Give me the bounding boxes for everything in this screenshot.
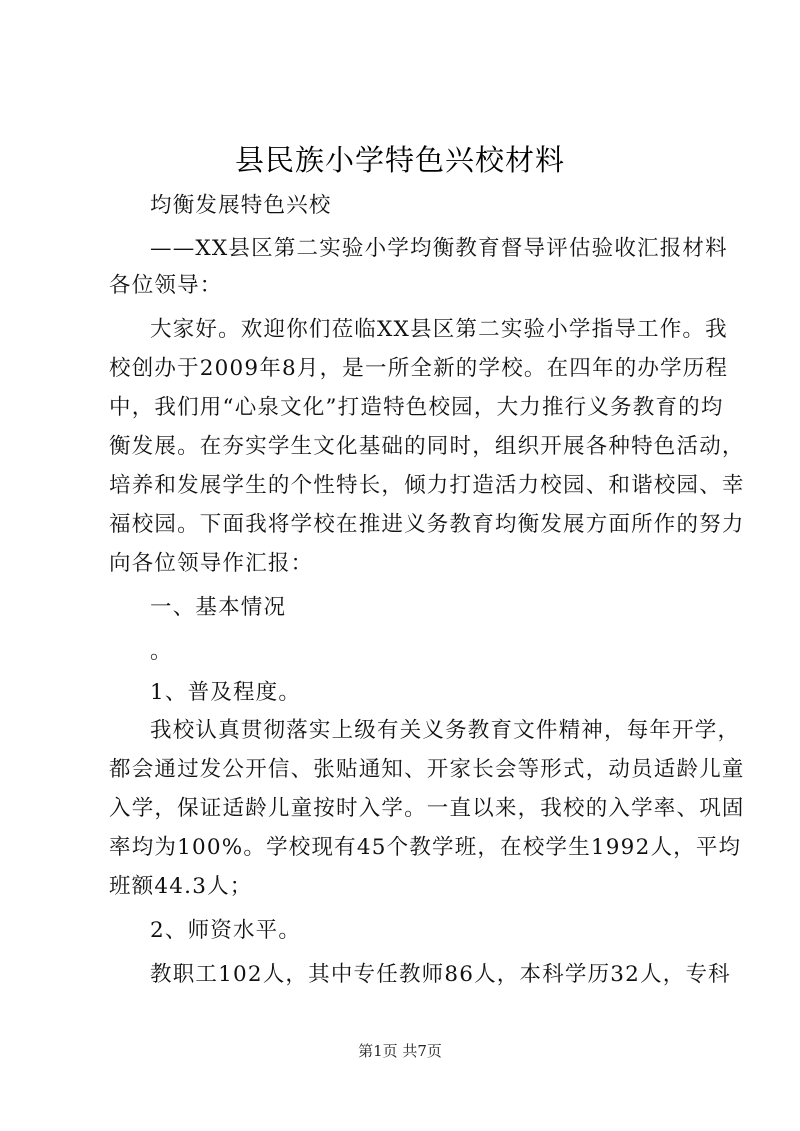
paragraph-line: 衡发展。在夯实学生文化基础的同时，组织开展各种特色活动， [109, 434, 745, 459]
section-heading: 一、基本情况 [150, 595, 287, 620]
paragraph-line: 向各位领导作汇报： [109, 551, 314, 576]
paragraph-line: 福校园。下面我将学校在推进义务教育均衡发展方面所作的努力 [109, 512, 745, 537]
paragraph-line: 班额44.3人； [109, 874, 253, 899]
paragraph-line: 校创办于2009年8月，是一所全新的学校。在四年的办学历程 [109, 356, 729, 381]
paragraph-line: 教职工102人，其中专任教师86人，本科学历32人，专科 [150, 962, 731, 987]
paragraph-line: 入学，保证适龄儿童按时入学。一直以来，我校的入学率、巩固 [109, 796, 745, 821]
subheading-line: ——XX县区第二实验小学均衡教育督导评估验收汇报材料 [150, 236, 728, 261]
document-title: 县民族小学特色兴校材料 [234, 143, 565, 177]
paragraph-line: 率均为100%。学校现有45个教学班，在校学生1992人，平均 [109, 835, 742, 860]
paragraph-line: 培养和发展学生的个性特长，倾力打造活力校园、和谐校园、幸 [109, 473, 745, 498]
paragraph-line: 。 [150, 639, 173, 664]
paragraph-line: 大家好。欢迎你们莅临XX县区第二实验小学指导工作。我 [150, 317, 728, 342]
salutation-line: 各位领导： [109, 273, 223, 298]
paragraph-line: 我校认真贯彻落实上级有关义务教育文件精神，每年开学， [150, 718, 741, 743]
page-number: 第1页 共7页 [358, 1042, 442, 1060]
paragraph-line: 中，我们用“心泉文化”打造特色校园，大力推行义务教育的均 [109, 395, 724, 420]
subtitle-line: 均衡发展特色兴校 [150, 193, 332, 218]
subsection-heading: 1、普及程度。 [150, 680, 302, 705]
paragraph-line: 都会通过发公开信、张贴通知、开家长会等形式，动员适龄儿童 [109, 757, 745, 782]
subsection-heading: 2、师资水平。 [150, 918, 302, 943]
